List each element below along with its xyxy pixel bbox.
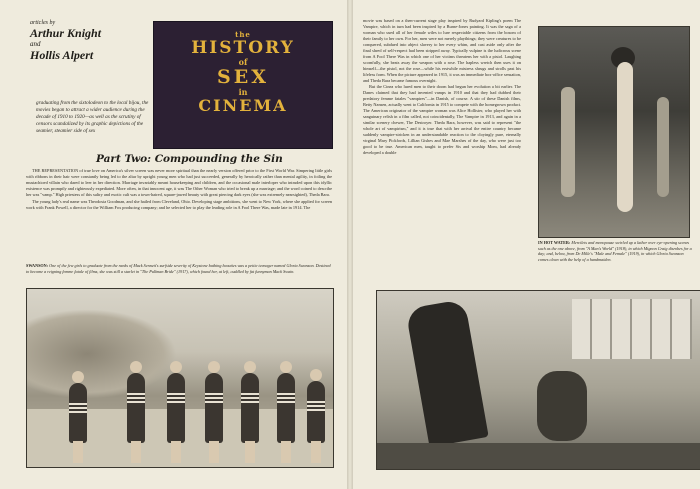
figure bbox=[241, 373, 259, 443]
left-body-text bbox=[26, 168, 332, 212]
left-page bbox=[0, 0, 347, 489]
byline-articles-by: articles by bbox=[30, 20, 56, 26]
figure bbox=[537, 371, 587, 441]
title-the: the bbox=[235, 30, 251, 39]
bathing-beauties-photo bbox=[26, 288, 334, 468]
figure bbox=[69, 383, 87, 443]
floor bbox=[377, 443, 700, 469]
right-body-text bbox=[363, 18, 521, 156]
right-photo-caption bbox=[538, 240, 693, 262]
figure bbox=[307, 381, 325, 443]
vamp-photo bbox=[538, 26, 690, 238]
title-logo-box bbox=[153, 21, 333, 149]
bath-scene-photo bbox=[376, 290, 700, 470]
rocks bbox=[27, 309, 177, 399]
skeleton-figure bbox=[561, 87, 575, 197]
body-paragraph: THE REPRESENTATION of true love on America's silver screen was never more spiritual than the nearly version offered prior to the First World War. Simpering little girls with ribbons in their hair were constantly being led to the altar by upright young men who had just succeeded, generally by heroically rather than mental agility, in foiling the mustachioed villain who dared to leer in her direction. Marriage invariably meant housekeeping and children, and the occasional male interloper who intruded upon this idyllic existence was promptly and righteously expediated. More often, in that innocent age, it was The Other Woman who tried to break up a marriage; and the word coined to describe her was "vamp." High priestess of this sultry and exotic cult was a town-haired, square-jawed beauty with great piercing dark eyes (she was extremely nearsighted), Theda Bara. bbox=[26, 168, 332, 197]
byline bbox=[30, 20, 150, 62]
figure bbox=[277, 373, 295, 443]
figure bbox=[127, 373, 145, 443]
figure bbox=[205, 373, 223, 443]
skeleton-figure bbox=[657, 97, 669, 197]
title-in: in bbox=[238, 87, 248, 97]
caption-text: Mercilets and menopause swirled up a lather over eye-opening scenes such as the one above, from "A Man's World" (1918), in which Mignon Craig disrobes for a day; and, below, from De Mille's "Male and Female" (1919), in which Gloria Swanson comes clean with the help of a handmaiden. bbox=[538, 240, 692, 262]
body-paragraph: movie was based on a then-current stage play inspired by Rudyard Kipling's poem The Vampire, which in turn had been inspired by a Burne-Jones painting. It was the saga of a woman who used all of her female wiles to lure respectable citizens from the bosom of their family to her own. For her, men were not merely playthings; they were creatures to be conquered, subdued into abject slavery to her every whim, and cast aside only after the final shred of self-respect had been stripped away. Typically vulpine is the ludicrous scene from A Fool There Was in which one of her victims threatens her with a pistol. Laughing scornfully, she beats away the weapon with a rose. The hapless wretch then uses it on himself—the pistol, not the rose—while his erstwhile mistress shrugs and strolls past his lifeless form. When the picture appeared in 1915, it was an immediate box-office sensation, and Theda Bara became famous overnight. bbox=[363, 18, 521, 83]
figure bbox=[167, 373, 185, 443]
body-paragraph: The young lady's real name was Theodosia Goodman, and she hailed from Cleveland, Ohio. Developing stage ambitions, she went to New York, where she applied for screen work with Frank Powell, a director for the William Fox producing company; and he selected her to play the leading role in A Fool There Was, made late in 1914. The bbox=[26, 199, 332, 210]
title-of: of bbox=[238, 57, 248, 67]
author-name-2: Hollis Alpert bbox=[30, 48, 94, 62]
caption-lead: SWANSON: bbox=[26, 263, 49, 268]
title-sex: SEX bbox=[217, 66, 269, 88]
caption-text: One of the few girls to graduate from the ranks of Mack Sennett's surfside severity of Keystone bathing beauties was a petite teenager named Gloria Swanson. Destined to become a reigning femme fatale of films, she was still a starlet in "The Pullman Bride" (1917), which found her, at left, cuddled by fat funnyman Mack Swain. bbox=[26, 263, 331, 274]
title-logo bbox=[188, 30, 298, 115]
title-history: HISTORY bbox=[191, 38, 295, 58]
section-heading: Part Two: Compounding the Sin bbox=[96, 153, 283, 165]
body-paragraph: But the Cinea who lured men to their doom had begun her evolution a bit earlier. The Danes claimed that they had invented vamps in 1910 and that they had dubbed their predatory femme fatales "vampires"—in Danish, of course. A stir of these Danish films, Betty Nansen, actually went to California in 1915 to compete with the homegrown product. The American originator of the vampire woman was Alice Hollister, who played her with sanguinary relish in a film called, not coincidentally, The Vampire in 1913, and again in a similar scenery chewer, The Destroyer. Theda Bara, however, was said to represent "the whole art of vampirism," and it is true that with her arrival the entire country became suddenly vampire-stricken in an understandable reaction to the cloyingly pure, eternally virginal Mary Pickfords, Lillian Gishes and Mae Marshes of the day, who were just too good to be true. American men, taught to prefer Sis and worship Mom, had already developed a double bbox=[363, 84, 521, 155]
teaser-text: graduating from the sixtolodeon to the local bijou, the movies began to attract a wider audience during the decade of 1910 to 1920—as well as the scrutiny of censors scandalized by its graphic depictions of the seamier, steamier side of sex bbox=[36, 100, 149, 134]
figure bbox=[405, 299, 488, 447]
byline-and: and bbox=[30, 40, 41, 48]
left-photo-caption bbox=[26, 263, 332, 274]
author-name-1: Arthur Knight bbox=[30, 26, 102, 40]
window bbox=[572, 299, 692, 359]
title-cinema: CINEMA bbox=[198, 96, 288, 115]
caption-lead: IN HOT WATER: bbox=[538, 240, 571, 245]
vamp-figure bbox=[617, 62, 633, 212]
